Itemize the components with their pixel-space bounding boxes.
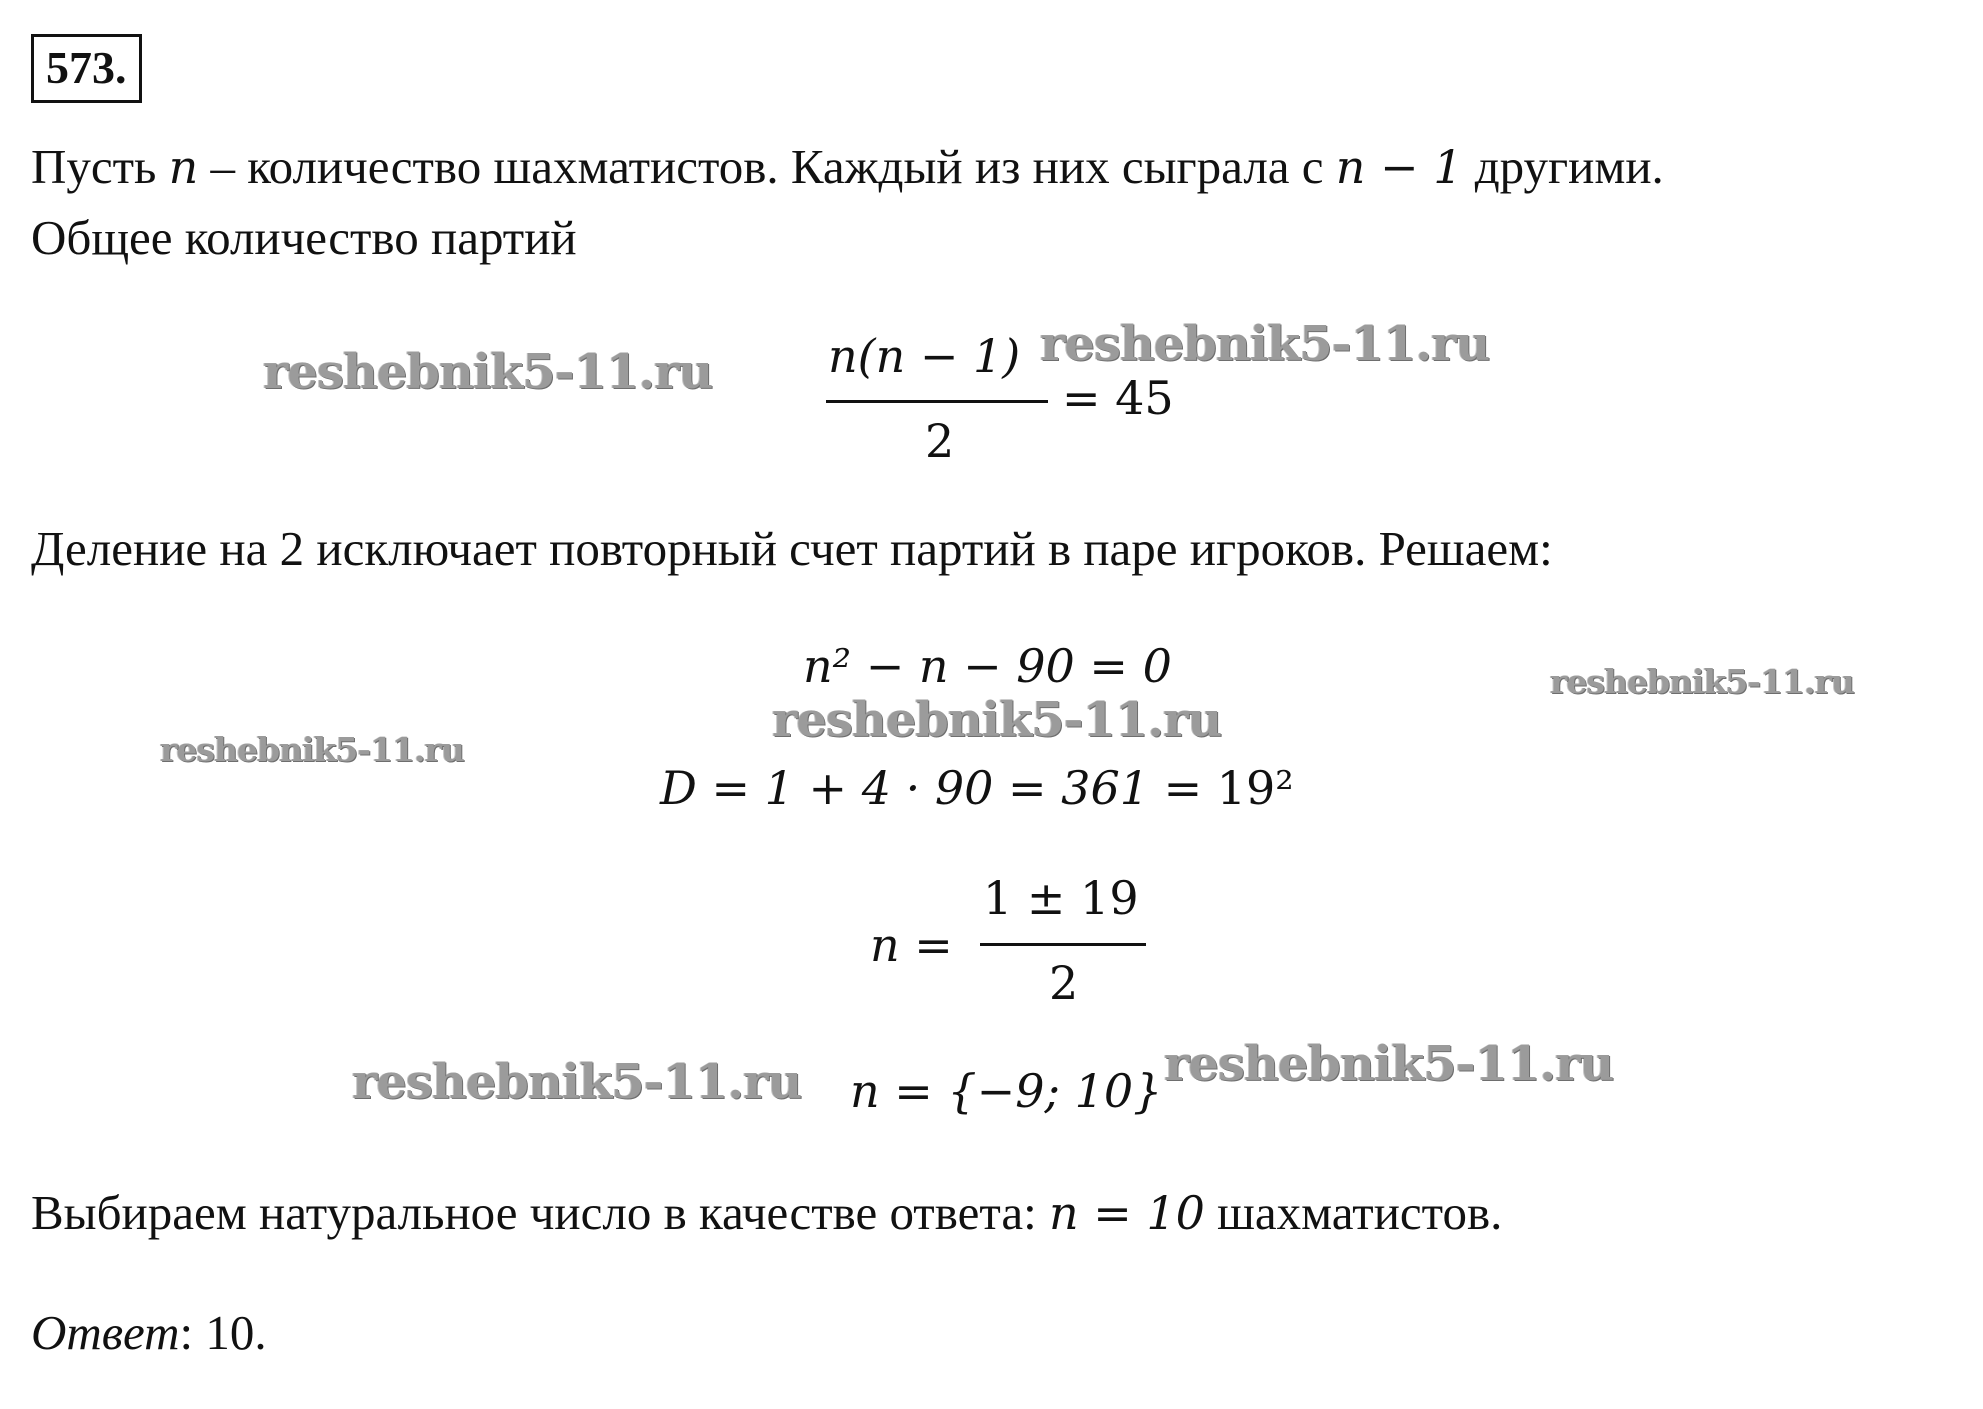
answer-label: Ответ bbox=[31, 1305, 180, 1360]
answer-value: : 10. bbox=[179, 1305, 267, 1360]
watermark-5: reshebnik5-11.ru bbox=[160, 730, 464, 769]
conclusion-text-a: Выбираем натуральное число в качестве ответа: bbox=[31, 1185, 1049, 1240]
eq1-numerator: n(n − 1) bbox=[828, 329, 1021, 383]
paragraph-division: Деление на 2 исключает повторный счет партий в паре игроков. Решаем: bbox=[31, 521, 1553, 576]
var-n: n bbox=[168, 140, 199, 194]
eq2-quadratic: n² − n − 90 = 0 bbox=[803, 639, 1172, 693]
eq4-numerator: 1 ± 19 bbox=[983, 871, 1139, 925]
eq1-denominator: 2 bbox=[925, 414, 955, 468]
eq3-main: D = 1 + 4 · 90 = 361 = bbox=[660, 761, 1217, 815]
conclusion-text-b: шахматистов. bbox=[1204, 1185, 1503, 1240]
watermark-3: reshebnik5-11.ru bbox=[1550, 662, 1854, 701]
expr-n-minus-1: n − 1 bbox=[1335, 140, 1463, 194]
intro-text-a: Пусть bbox=[31, 139, 169, 194]
eq4-fraction-bar bbox=[980, 943, 1146, 946]
problem-number: 573. bbox=[31, 34, 142, 103]
eq3-discriminant bbox=[660, 761, 1294, 815]
conclusion-expr: n = 10 bbox=[1048, 1186, 1205, 1240]
watermark-1: reshebnik5-11.ru bbox=[263, 344, 713, 400]
answer-line bbox=[31, 1305, 267, 1360]
paragraph-conclusion bbox=[31, 1185, 1503, 1240]
paragraph-intro-line2: Общее количество партий bbox=[31, 210, 577, 265]
watermark-7: reshebnik5-11.ru bbox=[1164, 1036, 1614, 1092]
paragraph-intro-line1 bbox=[31, 139, 1664, 194]
watermark-4: reshebnik5-11.ru bbox=[772, 692, 1222, 748]
eq4-denominator: 2 bbox=[1049, 956, 1079, 1010]
watermark-6: reshebnik5-11.ru bbox=[352, 1054, 802, 1110]
watermark-2: reshebnik5-11.ru bbox=[1040, 316, 1490, 372]
eq4-lhs: n = bbox=[870, 918, 953, 972]
eq1-fraction-bar bbox=[826, 400, 1048, 403]
intro-text-b: – количество шахматистов. Каждый из них сыграла с bbox=[198, 139, 1336, 194]
intro-text-c: другими. bbox=[1462, 139, 1664, 194]
eq3-tail: 19² bbox=[1216, 761, 1294, 815]
eq5-roots: n = {−9; 10} bbox=[850, 1064, 1163, 1118]
eq1-rhs: = 45 bbox=[1062, 371, 1174, 425]
